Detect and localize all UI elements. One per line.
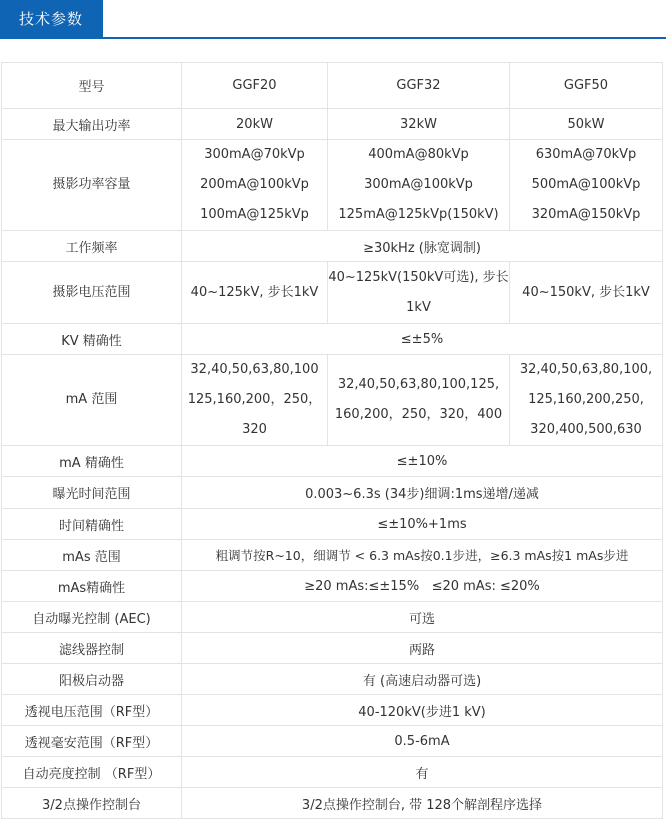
row-label: 摄影功率容量 — [2, 140, 182, 231]
value-cell: 50kW — [510, 109, 663, 140]
table-row — [2, 788, 663, 819]
section-header — [0, 0, 666, 40]
table-row — [2, 571, 663, 602]
value-cell: 可选 — [182, 602, 663, 633]
value-line: 320,400,500,630 — [530, 422, 642, 437]
value-line: 320mA@150kVp — [531, 207, 641, 222]
table-row — [2, 231, 663, 262]
row-label: 自动亮度控制 （RF型） — [2, 757, 182, 788]
value-line: 320 — [242, 422, 267, 437]
table-row — [2, 446, 663, 477]
table-row — [2, 726, 663, 757]
table-row — [2, 477, 663, 509]
section-title-tab: 技术参数 — [0, 0, 103, 38]
table-row — [2, 63, 663, 109]
value-line: 160,200，250，320，400 — [334, 407, 503, 422]
value-line: 32,40,50,63,80,100,125, — [337, 377, 500, 392]
row-label: 最大输出功率 — [2, 109, 182, 140]
model-cell: GGF50 — [510, 63, 663, 109]
row-label: 曝光时间范围 — [2, 477, 182, 509]
table-row — [2, 602, 663, 633]
table-row — [2, 633, 663, 664]
value-cell: 3/2点操作控制台, 带 128个解剖程序选择 — [182, 788, 663, 819]
value-line: 40~150kV, 步长1kV — [522, 284, 650, 300]
value-cell — [328, 355, 510, 446]
table-row — [2, 509, 663, 540]
value-cell — [182, 140, 328, 231]
value-cell: ≥20 mAs:≤±15% ≤20 mAs: ≤20% — [182, 571, 663, 602]
value-cell: 有 (高速启动器可选) — [182, 664, 663, 695]
model-cell: GGF32 — [328, 63, 510, 109]
row-label: 工作频率 — [2, 231, 182, 262]
value-cell: ≤±5% — [182, 324, 663, 355]
table-row — [2, 757, 663, 788]
value-cell — [510, 262, 663, 324]
row-label: mA 范围 — [2, 355, 182, 446]
value-line: 40~125kV, 步长1kV — [190, 284, 319, 300]
value-line: 500mA@100kVp — [531, 177, 641, 192]
row-label: 阳极启动器 — [2, 664, 182, 695]
row-label: 时间精确性 — [2, 509, 182, 540]
model-cell: GGF20 — [182, 63, 328, 109]
value-line: 1kV — [406, 299, 431, 315]
row-label: 3/2点操作控制台 — [2, 788, 182, 819]
value-line: 200mA@100kVp — [200, 177, 309, 192]
value-line: 40~125kV(150kV可选), 步长 — [328, 269, 509, 285]
value-cell: 两路 — [182, 633, 663, 664]
row-label: KV 精确性 — [2, 324, 182, 355]
value-line: 32,40,50,63,80,100 — [190, 362, 319, 377]
table-row — [2, 695, 663, 726]
value-cell: 有 — [182, 757, 663, 788]
value-cell: 20kW — [182, 109, 328, 140]
value-cell — [182, 262, 328, 324]
value-cell: 0.5-6mA — [182, 726, 663, 757]
value-cell: 40-120kV(步进1 kV) — [182, 695, 663, 726]
value-line: 400mA@80kVp — [368, 147, 469, 162]
value-line: 100mA@125kVp — [200, 207, 309, 222]
value-line: 300mA@100kVp — [364, 177, 473, 192]
value-cell: ≤±10% — [182, 446, 663, 477]
value-cell — [510, 140, 663, 231]
row-label: mAs精确性 — [2, 571, 182, 602]
table-row — [2, 109, 663, 140]
value-cell — [182, 355, 328, 446]
table-row — [2, 540, 663, 571]
value-cell — [510, 355, 663, 446]
table-row — [2, 262, 663, 324]
table-row — [2, 140, 663, 231]
row-label: 型号 — [2, 63, 182, 109]
table-row — [2, 664, 663, 695]
value-cell: 0.003~6.3s (34步)细调:1ms递增/递减 — [182, 477, 663, 509]
value-cell: 32kW — [328, 109, 510, 140]
value-line: 125mA@125kVp(150kV) — [338, 207, 499, 222]
value-cell: ≥30kHz (脉宽调制) — [182, 231, 663, 262]
row-label: 摄影电压范围 — [2, 262, 182, 324]
value-cell: ≤±10%+1ms — [182, 509, 663, 540]
header-divider — [0, 37, 666, 39]
value-line: 300mA@70kVp — [204, 147, 305, 162]
value-line: 125,160,200,250, — [528, 392, 644, 407]
row-label: mAs 范围 — [2, 540, 182, 571]
value-cell — [328, 140, 510, 231]
spec-table — [1, 62, 663, 819]
value-line: 630mA@70kVp — [535, 147, 637, 162]
value-line: 32,40,50,63,80,100, — [519, 362, 653, 377]
table-row — [2, 324, 663, 355]
row-label: 透视毫安范围（RF型） — [2, 726, 182, 757]
value-cell — [328, 262, 510, 324]
row-label: 透视电压范围（RF型） — [2, 695, 182, 726]
row-label: 自动曝光控制 (AEC) — [2, 602, 182, 633]
value-line: 125,160,200，250， — [187, 392, 322, 407]
row-label: 滤线器控制 — [2, 633, 182, 664]
row-label: mA 精确性 — [2, 446, 182, 477]
value-cell: 粗调节按R~10，细调节 < 6.3 mAs按0.1步进，≥6.3 mAs按1 mAs步进 — [182, 540, 663, 571]
table-row — [2, 355, 663, 446]
